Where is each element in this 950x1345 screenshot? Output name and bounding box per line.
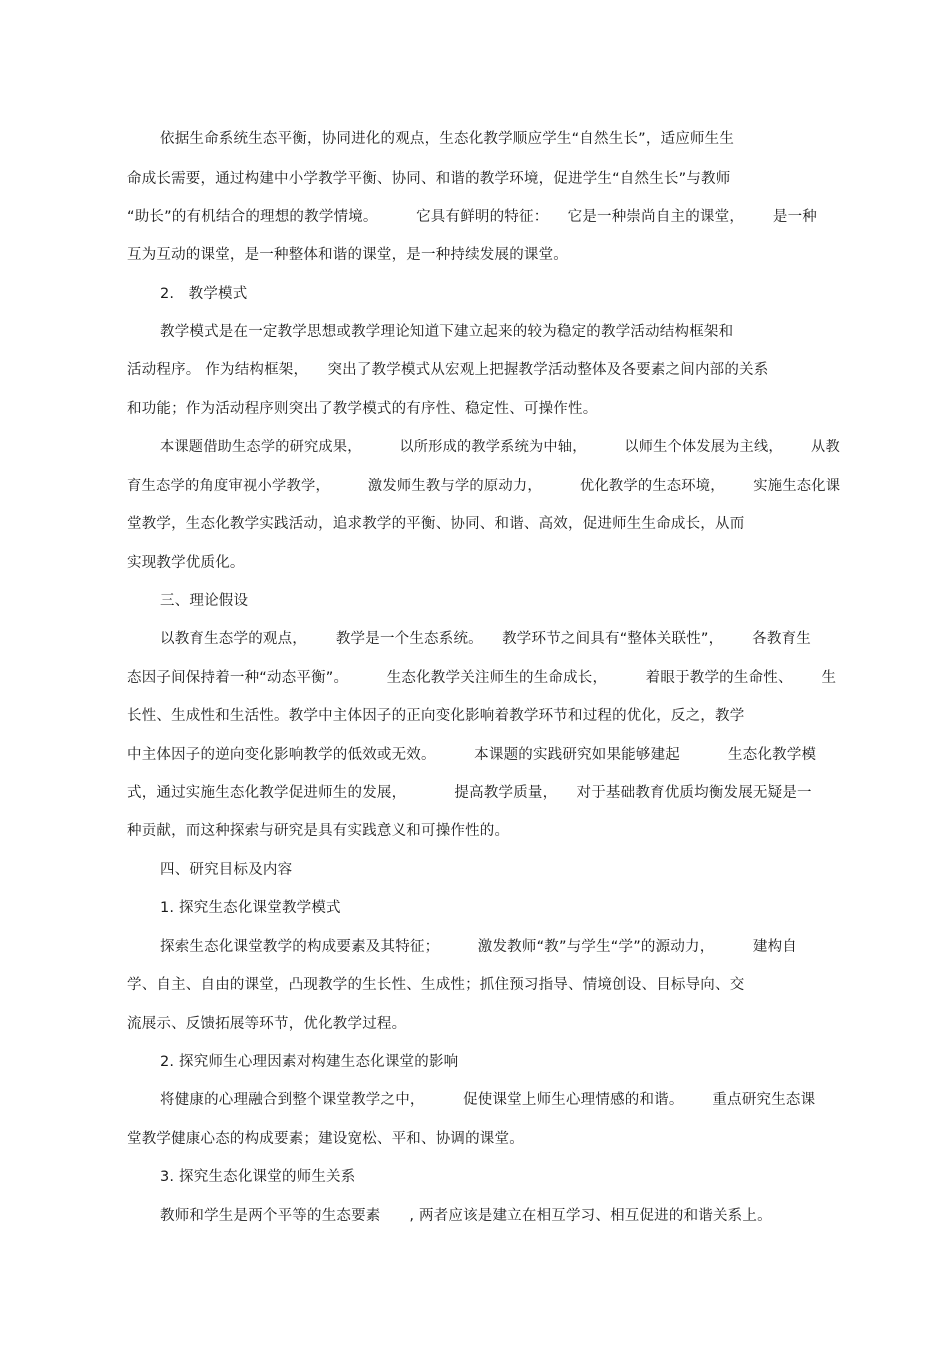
section-heading: 2. 教学模式 xyxy=(160,286,248,302)
paragraph-line: 依据生命系统生态平衡，协同进化的观点，生态化教学顺应学生“自然生长”，适应师生生 xyxy=(160,131,735,147)
paragraph-line: 教师和学生是两个平等的生态要素 , 两者应该是建立在相互学习、相互促进的和谐关系上。 xyxy=(160,1208,772,1224)
paragraph-line: 学、自主、自由的课堂，凸现教学的生长性、生成性；抓住预习指导、情境创设、目标导向、交 xyxy=(127,977,745,993)
paragraph-line: 互为互动的课堂，是一种整体和谐的课堂，是一种持续发展的课堂。 xyxy=(127,247,568,263)
paragraph-line: 长性、生成性和生活性。教学中主体因子的正向变化影响着教学环节和过程的优化，反之，教学 xyxy=(127,708,745,724)
paragraph-line: 以教育生态学的观点， 教学是一个生态系统。 教学环节之间具有“整体关联性”， 各教育生 xyxy=(160,631,811,647)
subsection-heading: 1. 探究生态化课堂教学模式 xyxy=(160,900,341,916)
paragraph-line: 种贡献，而这种探索与研究是具有实践意义和可操作性的。 xyxy=(127,823,510,839)
subsection-heading: 3. 探究生态化课堂的师生关系 xyxy=(160,1169,356,1185)
paragraph-line: 中主体因子的逆向变化影响教学的低效或无效。 本课题的实践研究如果能够建起 生态化教学模 xyxy=(127,747,817,763)
paragraph-line: 流展示、反馈拓展等环节，优化教学过程。 xyxy=(127,1016,407,1032)
paragraph-line: 探索生态化课堂教学的构成要素及其特征； 激发教师“教”与学生“学”的源动力， 建构自 xyxy=(160,939,797,955)
paragraph-line: 和功能；作为活动程序则突出了教学模式的有序性、稳定性、可操作性。 xyxy=(127,401,598,417)
paragraph-line: 命成长需要，通过构建中小学教学平衡、协同、和谐的教学环境，促进学生“自然生长”与教师 xyxy=(127,171,731,187)
paragraph-line: 堂教学健康心态的构成要素；建设宽松、平和、协调的课堂。 xyxy=(127,1131,524,1147)
paragraph-line: 堂教学，生态化教学实践活动，追求教学的平衡、协同、和谐、高效，促进师生生命成长，从而 xyxy=(127,516,745,532)
section-heading: 四、研究目标及内容 xyxy=(160,862,293,878)
paragraph-line: 式，通过实施生态化教学促进师生的发展， 提高教学质量， 对于基础教育优质均衡发展无疑是一 xyxy=(127,785,812,801)
paragraph-line: 将健康的心理融合到整个课堂教学之中， 促使课堂上师生心理情感的和谐。 重点研究生态课 xyxy=(160,1092,816,1108)
paragraph-line: 育生态学的角度审视小学教学， 激发师生教与学的原动力， 优化教学的生态环境， 实施生态化课 xyxy=(127,478,841,494)
paragraph-line: “助长”的有机结合的理想的教学情境。 它具有鲜明的特征： 它是一种崇尚自主的课堂， 是一种 xyxy=(127,209,817,225)
paragraph-line: 教学模式是在一定教学思想或教学理论知道下建立起来的较为稳定的教学活动结构框架和 xyxy=(160,324,734,340)
paragraph-line: 活动程序。 作为结构框架， 突出了教学模式从宏观上把握教学活动整体及各要素之间内部的关系 xyxy=(127,362,769,378)
paragraph-line: 态因子间保持着一种“动态平衡”。 生态化教学关注师生的生命成长， 着眼于教学的生命性、 生 xyxy=(127,670,837,686)
section-heading: 三、理论假设 xyxy=(160,593,249,609)
subsection-heading: 2. 探究师生心理因素对构建生态化课堂的影响 xyxy=(160,1054,459,1070)
paragraph-line: 本课题借助生态学的研究成果， 以所形成的教学系统为中轴， 以师生个体发展为主线， 从教 xyxy=(160,439,840,455)
paragraph-line: 实现教学优质化。 xyxy=(127,555,245,571)
